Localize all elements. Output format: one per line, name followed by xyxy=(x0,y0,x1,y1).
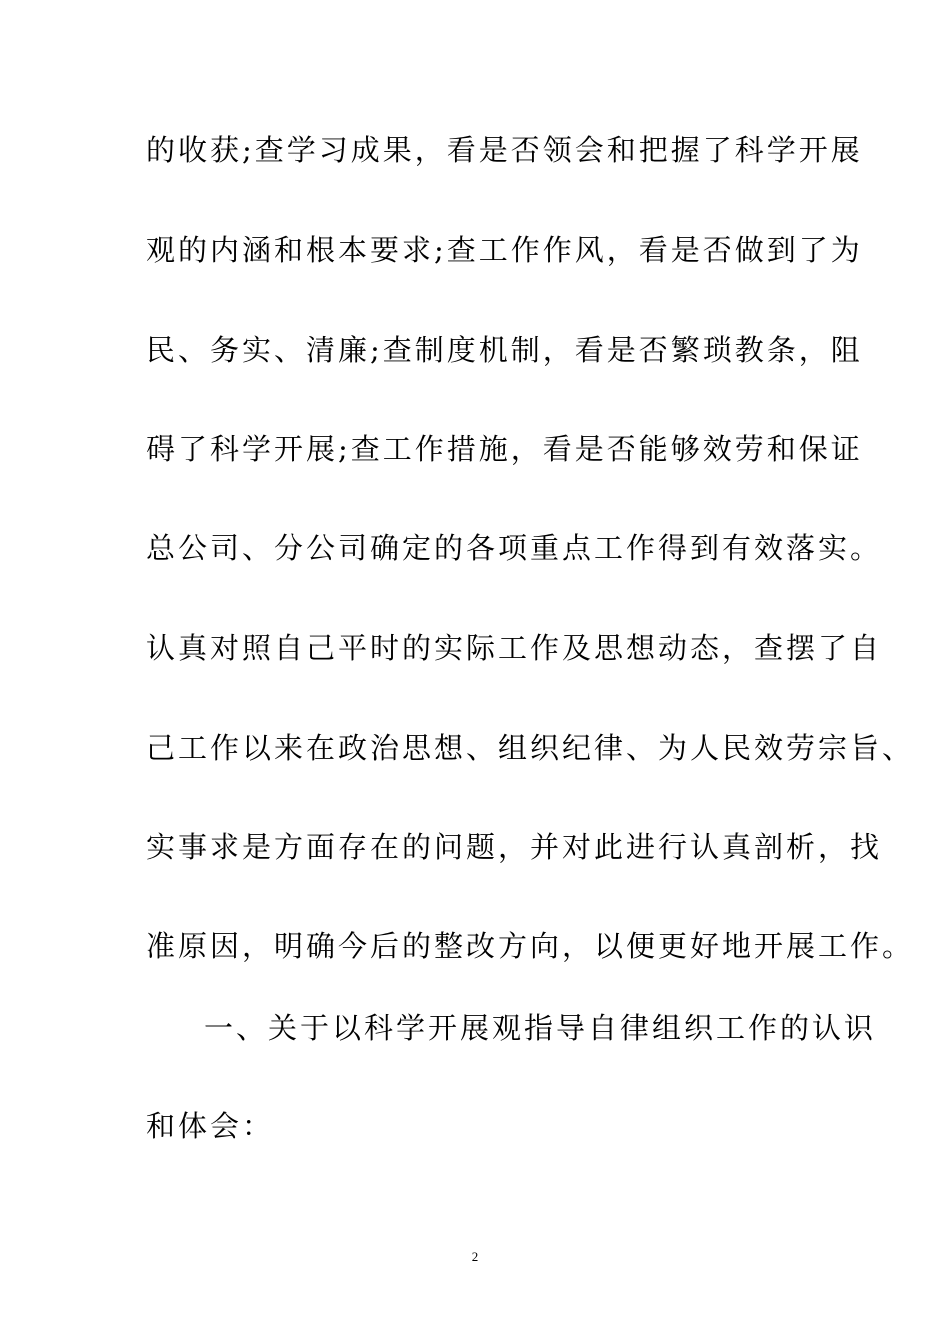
body-text-line: 准原因，明确今后的整改方向，以便更好地开展工作。 xyxy=(146,929,915,963)
page-number: 2 xyxy=(471,1249,479,1264)
body-text-line: 民、务实、清廉;查制度机制，看是否繁琐教条，阻 xyxy=(146,333,863,367)
body-text-line: 认真对照自己平时的实际工作及思想动态，查摆了自 xyxy=(146,631,883,665)
section-heading-line: 和体会： xyxy=(146,1109,275,1143)
body-text-line: 己工作以来在政治思想、组织纪律、为人民效劳宗旨、 xyxy=(146,731,915,765)
body-text-line: 总公司、分公司确定的各项重点工作得到有效落实。 xyxy=(146,531,883,565)
body-text-line: 实事求是方面存在的问题，并对此进行认真剖析，找 xyxy=(146,830,883,864)
section-heading-line: 一、关于以科学开展观指导自律组织工作的认识 xyxy=(204,1011,877,1045)
body-text-line: 的收获;查学习成果，看是否领会和把握了科学开展 xyxy=(146,133,863,167)
body-text-line: 观的内涵和根本要求;查工作作风，看是否做到了为 xyxy=(146,233,863,267)
body-text-line: 碍了科学开展;查工作措施，看是否能够效劳和保证 xyxy=(146,432,863,466)
